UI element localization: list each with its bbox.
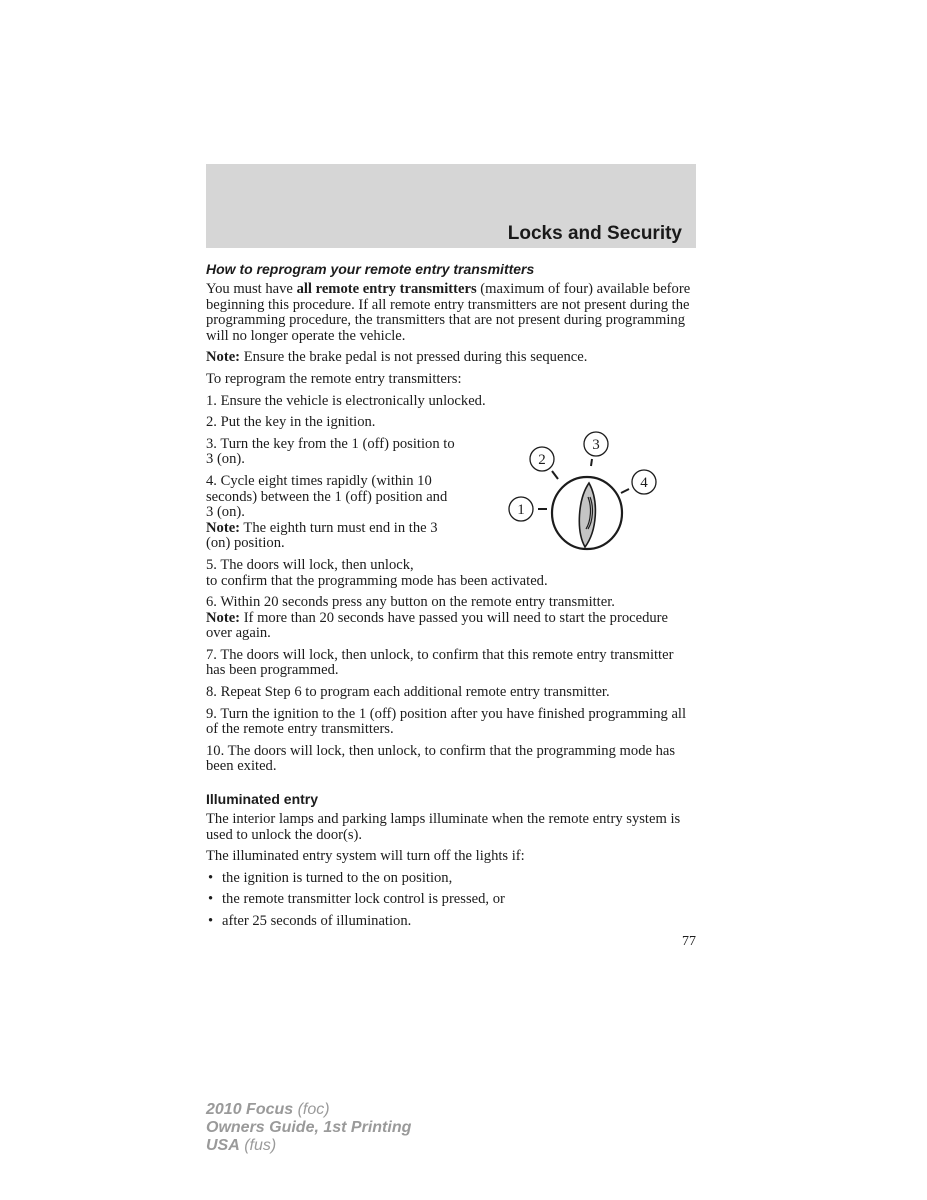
note-text: Ensure the brake pedal is not pressed during this sequence. bbox=[240, 349, 588, 366]
position-1-label: 1 bbox=[517, 501, 525, 518]
step-8: 8. Repeat Step 6 to program each additional remote entry transmitter. bbox=[206, 684, 610, 701]
illuminated-paragraph-2: The illuminated entry system will turn off the lights if: bbox=[206, 848, 525, 865]
bullet-icon: • bbox=[208, 869, 214, 886]
intro-paragraph bbox=[206, 282, 696, 344]
position-2-label: 2 bbox=[538, 451, 546, 468]
footer-model: 2010 Focus bbox=[206, 1101, 294, 1118]
illuminated-paragraph-1: The interior lamps and parking lamps illuminate when the remote entry system is used to unlock the door(s). bbox=[206, 811, 681, 843]
step-9: 9. Turn the ignition to the 1 (off) position after you have finished programming all of the remote entry transmitters. bbox=[206, 705, 687, 738]
bullet-text: the ignition is turned to the on position, bbox=[222, 869, 453, 886]
illuminated-entry-heading: Illuminated entry bbox=[206, 791, 319, 808]
step-6 bbox=[206, 595, 696, 642]
position-4-label: 4 bbox=[640, 474, 648, 491]
step-6-text: 6. Within 20 seconds press any button on the remote entry transmitter. bbox=[206, 594, 615, 611]
reprogram-lead: To reprogram the remote entry transmitters: bbox=[206, 370, 462, 387]
step-7: 7. The doors will lock, then unlock, to confirm that this remote entry transmitter has been programmed. bbox=[206, 646, 674, 679]
bullet-icon: • bbox=[208, 891, 214, 908]
brake-note bbox=[206, 350, 696, 366]
list-item bbox=[206, 892, 696, 908]
position-2-tick bbox=[552, 471, 558, 479]
step-6-note-text: If more than 20 seconds have passed you will need to start the procedure over again. bbox=[206, 609, 668, 642]
position-3-tick bbox=[591, 459, 592, 466]
position-4-tick bbox=[621, 489, 629, 493]
footer-line-2 bbox=[206, 1119, 411, 1137]
step-10: 10. The doors will lock, then unlock, to confirm that the programming mode has been exited. bbox=[206, 742, 676, 775]
step-1: 1. Ensure the vehicle is electronically unlocked. bbox=[206, 392, 486, 409]
step-4 bbox=[206, 474, 456, 552]
page-number: 77 bbox=[682, 934, 696, 949]
document-footer bbox=[206, 1101, 411, 1155]
ignition-diagram bbox=[502, 431, 672, 553]
bullet-text: the remote transmitter lock control is pressed, or bbox=[222, 891, 505, 908]
steps-with-diagram bbox=[206, 437, 696, 552]
step-3: 3. Turn the key from the 1 (off) position to 3 (on). bbox=[206, 435, 455, 468]
step-5-line-2: to confirm that the programming mode has been activated. bbox=[206, 572, 548, 589]
bullet-text: after 25 seconds of illumination. bbox=[222, 913, 412, 929]
footer-market: USA bbox=[206, 1137, 240, 1154]
step-2: 2. Put the key in the ignition. bbox=[206, 414, 376, 431]
list-item bbox=[206, 914, 696, 930]
step-6-note-label: Note: bbox=[206, 609, 241, 626]
intro-text-end: (maximum of four) available before beginning this procedure. If all remote entry transmitters are not present during the programming procedure, the transmitters that are not present during programming will no longer operate the vehicle. bbox=[206, 281, 691, 344]
footer-guide: Owners Guide, 1st Printing bbox=[206, 1119, 412, 1136]
footer-line-1 bbox=[206, 1101, 411, 1119]
step-4-note-label: Note: bbox=[206, 519, 241, 536]
section-title: Locks and Security bbox=[507, 223, 682, 244]
reprogram-heading: How to reprogram your remote entry transmitters bbox=[206, 261, 535, 277]
footer-market-code: (fus) bbox=[239, 1137, 277, 1154]
step-4-text: 4. Cycle eight times rapidly (within 10 seconds) between the 1 (off) position and 3 (on). bbox=[206, 472, 448, 521]
illuminated-bullet-list bbox=[206, 871, 696, 930]
bullet-icon: • bbox=[208, 913, 214, 929]
intro-text-start: You must have bbox=[206, 281, 297, 297]
step-5-line-1: 5. The doors will lock, then unlock, bbox=[206, 556, 414, 573]
footer-line-3 bbox=[206, 1137, 411, 1155]
note-label: Note: bbox=[206, 349, 241, 366]
step-4-note-text: The eighth turn must end in the 3 (on) position. bbox=[206, 519, 438, 552]
section-header-band bbox=[206, 164, 696, 248]
step-5 bbox=[206, 558, 696, 589]
position-3-label: 3 bbox=[592, 436, 600, 453]
footer-model-code: (foc) bbox=[293, 1101, 330, 1118]
page-content bbox=[206, 261, 696, 936]
intro-text-bold: all remote entry transmitters bbox=[296, 281, 477, 297]
list-item bbox=[206, 871, 696, 887]
